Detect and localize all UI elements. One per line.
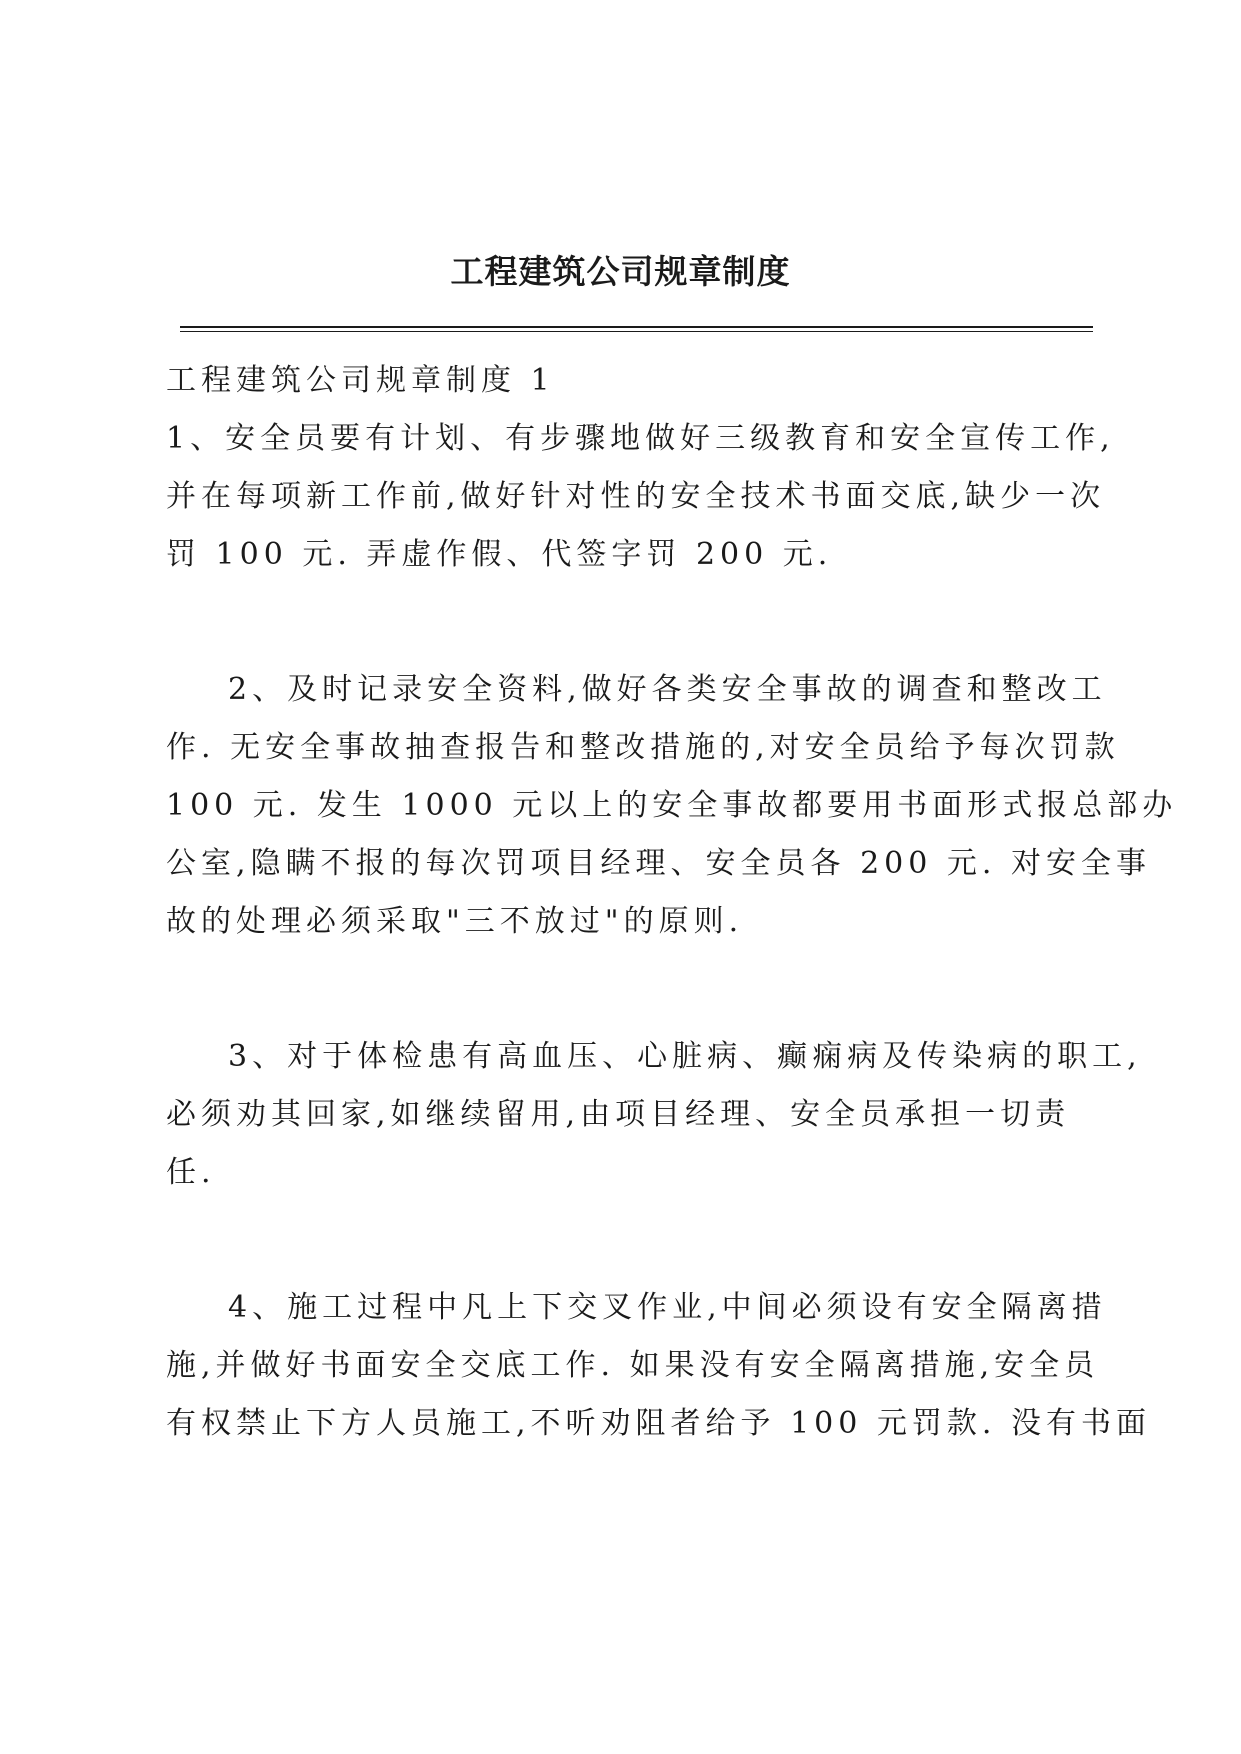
section-heading: 工程建筑公司规章制度 1: [166, 363, 555, 398]
paragraph-line: 4、施工过程中凡上下交叉作业,中间必须设有安全隔离措: [228, 1290, 1107, 1325]
paragraph-gap: [166, 1202, 1094, 1279]
paragraph-line: 罚 100 元. 弄虚作假、代签字罚 200 元.: [166, 537, 833, 572]
paragraph-line: 3、对于体检患有高血压、心脏病、癫痫病及传染病的职工,: [228, 1039, 1142, 1074]
paragraph-line: 1、安全员要有计划、有步骤地做好三级教育和安全宣传工作,: [166, 421, 1115, 456]
paragraph-line: 公室,隐瞒不报的每次罚项目经理、安全员各 200 元. 对安全事: [166, 846, 1151, 881]
paragraph-gap: [166, 951, 1094, 1028]
paragraph-2: [166, 661, 1178, 951]
paragraph-line: 并在每项新工作前,做好针对性的安全技术书面交底,缺少一次: [166, 479, 1106, 514]
paragraph-line: 100 元. 发生 1000 元以上的安全事故都要用书面形式报总部办: [166, 788, 1178, 823]
title-divider-thick: [180, 326, 1093, 328]
document-title: 工程建筑公司规章制度: [450, 252, 791, 291]
paragraph-line: 2、及时记录安全资料,做好各类安全事故的调查和整改工: [228, 672, 1107, 707]
document-body: [166, 352, 1178, 1453]
paragraph-gap: [166, 584, 1094, 661]
paragraph-4: [166, 1279, 1151, 1453]
paragraph-1: [166, 410, 1115, 584]
paragraph-line: 作. 无安全事故抽查报告和整改措施的,对安全员给予每次罚款: [166, 730, 1120, 765]
paragraph-3: [166, 1028, 1142, 1202]
paragraph-line: 施,并做好书面安全交底工作. 如果没有安全隔离措施,安全员: [166, 1348, 1100, 1383]
paragraph-line: 任.: [166, 1155, 216, 1190]
paragraph-line: 必须劝其回家,如继续留用,由项目经理、安全员承担一切责: [166, 1097, 1071, 1132]
title-divider-thin: [180, 331, 1093, 332]
paragraph-line: 有权禁止下方人员施工,不听劝阻者给予 100 元罚款. 没有书面: [166, 1406, 1151, 1441]
paragraph-line: 故的处理必须采取"三不放过"的原则.: [166, 904, 744, 939]
